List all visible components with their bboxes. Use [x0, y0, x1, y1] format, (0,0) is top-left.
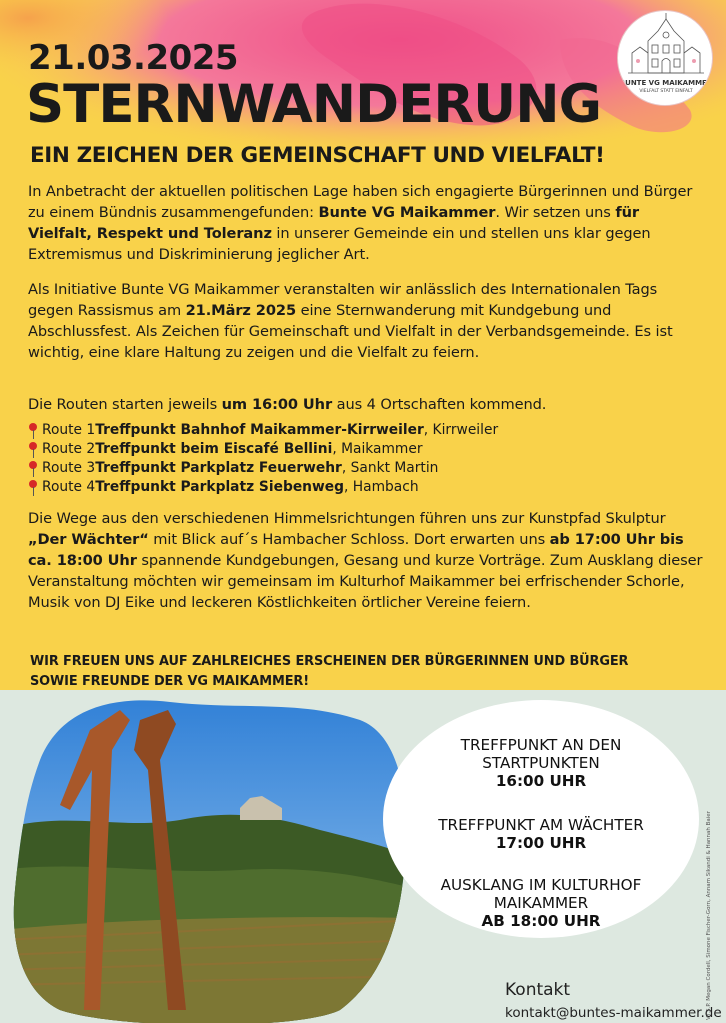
credits-vertical: V.i.S.P. Megan Cordell, Simone Fischer-Gorn, Annam Sikandi & Hannah Baier	[706, 811, 712, 1020]
logo-slogan: VIELFALT STATT EINFALT	[639, 89, 693, 94]
event-paragraph: Als Initiative Bunte VG Maikammer veranstalten wir anlässlich des Internationalen Tags gegen Rassismus am 21.März 2025 eine Sternwanderung mit Kundgebung und Abschlussfest. Als Zeichen für Gemeinschaft und Vielfalt in der Verbandsgemeinde. Es ist wichtig, eine klare Haltung zu zeigen und die Vielfalt zu feiern.	[28, 281, 673, 361]
schedule-item-waechter: TREFFPUNKT AM WÄCHTER 17:00 UHR	[438, 816, 644, 852]
pin-icon	[28, 441, 38, 458]
schedule-item-kulturhof: AUSKLANG IM KULTURHOF MAIKAMMER AB 18:00 UHR	[440, 876, 642, 930]
route-item: Route 2 Treffpunkt beim Eiscafé Bellini , Maikammer	[28, 440, 704, 459]
pin-icon	[28, 479, 38, 496]
page-subtitle: EIN ZEICHEN DER GEMEINSCHAFT UND VIELFALT!	[30, 143, 605, 168]
event-date: 21.03.2025	[28, 38, 239, 78]
start-paragraph: Die Routen starten jeweils um 16:00 Uhr aus 4 Ortschaften kommend.	[28, 396, 547, 413]
bunte-vg-logo	[617, 10, 713, 106]
pin-icon	[28, 422, 38, 439]
contact-email[interactable]: kontakt@buntes-maikammer.de	[505, 1005, 722, 1021]
flyer-bottom-section	[0, 690, 726, 1023]
pin-icon	[28, 460, 38, 477]
schedule-item-start: TREFFPUNKT AN DEN STARTPUNKTEN 16:00 UHR	[460, 736, 622, 790]
route-item: Route 4 Treffpunkt Parkplatz Siebenweg , Hambach	[28, 478, 704, 497]
route-item: Route 3 Treffpunkt Parkplatz Feuerwehr , Sankt Martin	[28, 459, 704, 478]
route-item: Route 1 Treffpunkt Bahnhof Maikammer-Kirrweiler , Kirrweiler	[28, 421, 704, 440]
paths-paragraph: Die Wege aus den verschiedenen Himmelsrichtungen führen uns zur Kunstpfad Skulptur „Der Wächter“ mit Blick auf´s Hambacher Schloss. Dort erwarten uns ab 17:00 Uhr bis ca. 18:00 Uhr spannende Kundgebungen, Gesang und kurze Vorträge. Zum Ausklang dieser Veranstaltung möchten wir gemeinsam im Kulturhof Maikammer bei erfrischender Schorle, Musik von DJ Eike und leckeren Köstlichkeiten örtlicher Vereine feiern.	[28, 510, 703, 611]
page-title: STERNWANDERUNG	[26, 74, 602, 135]
contact-heading: Kontakt	[505, 980, 571, 1000]
logo-title: BUNTE VG MAIKAMMER	[619, 79, 713, 87]
routes-list	[28, 421, 704, 497]
closing-statement: WIR FREUEN UNS AUF ZAHLREICHES ERSCHEINEN DER BÜRGERINNEN UND BÜRGER SOWIE FREUNDE DER VG MAIKAMMER!	[30, 654, 629, 689]
intro-paragraph: In Anbetracht der aktuellen politischen Lage haben sich engagierte Bürgerinnen und Bürger zu einem Bündnis zusammengefunden: Bunte VG Maikammer. Wir setzen uns für Vielfalt, Respekt und Toleranz in unserer Gemeinde ein und stellen uns klar gegen Extremismus und Diskriminierung jeglicher Art.	[28, 183, 693, 263]
